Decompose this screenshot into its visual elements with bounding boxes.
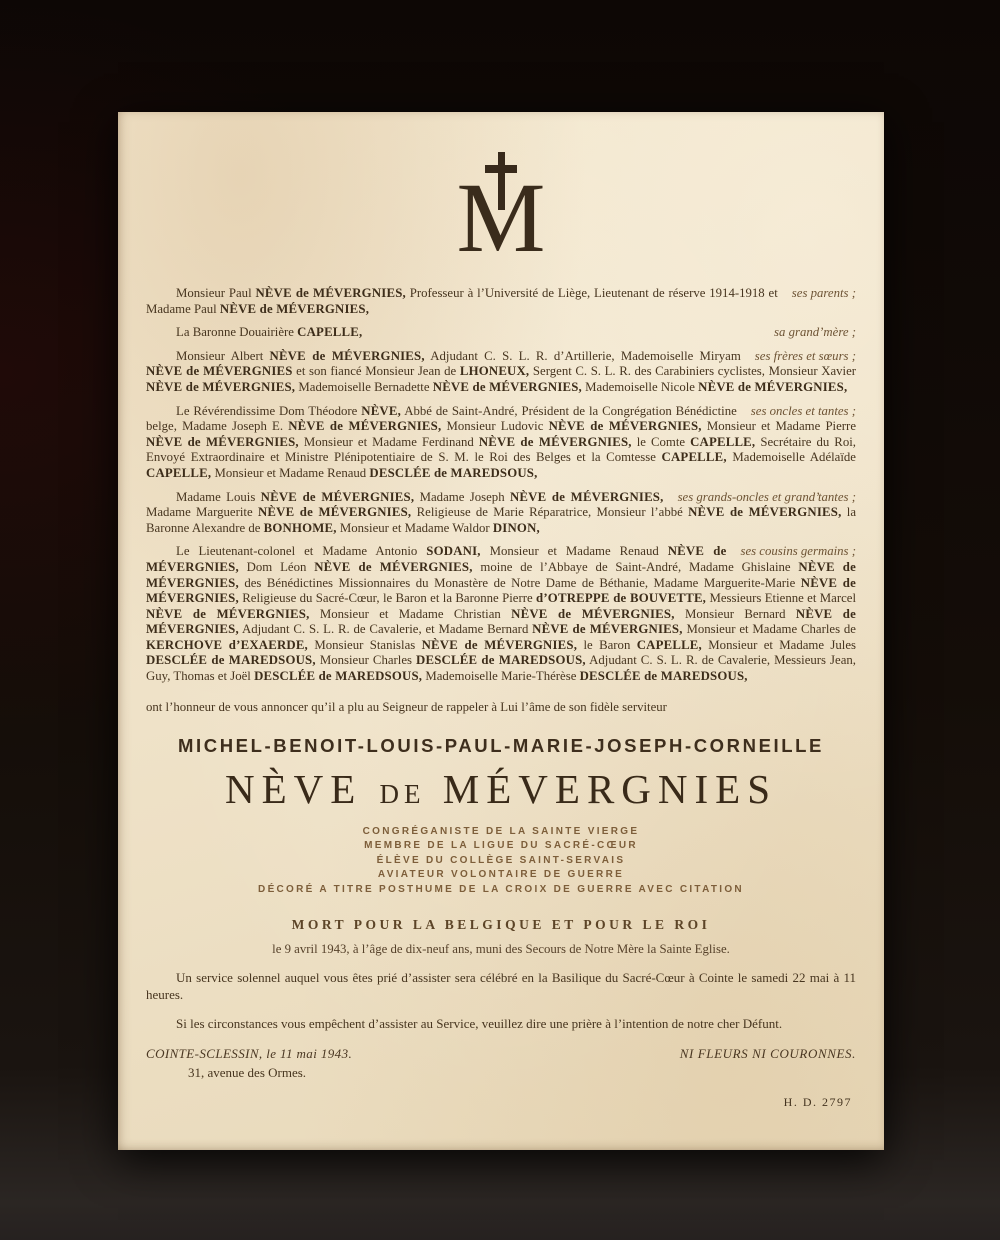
relation-label: ses grands-oncles et grand’tantes ; — [677, 489, 856, 504]
relatives-text: Le Révérendissime Dom Théodore NÈVE, Abbé de Saint-André, Président de la Congrégation Bénédictine belge, Madame Joseph E. NÈVE de MÉVERGNIES, Monsieur Ludovic NÈVE de MÉVERGNIES, Monsieur et Madame Pierre NÈVE de MÉVERGNIES, Monsieur et Madame Ferdinand NÈVE de MÉVERGNIES, le Comte CAPELLE, Secrétaire du Roi, Envoyé Extraordinaire et Ministre Plénipotentiaire de S. M. le Roi des Belges et la Comtesse CAPELLE, Mademoiselle Adélaïde CAPELLE, Monsieur et Madame Renaud DESCLÉE de MAREDSOUS, — [146, 403, 856, 480]
relation-label: ses cousins germains ; — [740, 544, 856, 559]
prayer-request: Si les circonstances vous empêchent d’assister au Service, veuillez dire une prière à l’intention de notre cher Défunt. — [176, 1016, 783, 1032]
deceased-title: DÉCORÉ A TITRE POSTHUME DE LA CROIX DE GUERRE AVEC CITATION — [258, 883, 744, 895]
deceased-title: AVIATEUR VOLONTAIRE DE GUERRE — [377, 869, 625, 881]
relatives-paragraph — [146, 349, 856, 396]
family-name-part: NÈVE — [224, 765, 363, 812]
death-motto: MORT POUR LA BELGIQUE ET POUR LE ROI — [291, 917, 711, 933]
family-name-particle: DE — [379, 778, 426, 809]
deceased-family-name — [146, 765, 856, 813]
relation-label: ses frères et sœurs ; — [754, 348, 856, 363]
relatives-text: La Baronne Douairière CAPELLE, — [176, 325, 363, 340]
relatives-paragraph — [146, 325, 856, 341]
deceased-given-names: MICHEL-BENOIT-LOUIS-PAUL-MARIE-JOSEPH-CORNEILLE — [177, 734, 825, 756]
service-announcement: Un service solennel auquel vous êtes prié d’assister sera célébré en la Basilique du Sacré-Cœur à Cointe le samedi 22 mai à 11 heures. — [146, 970, 856, 1002]
relatives-text: Monsieur Albert NÈVE de MÉVERGNIES, Adjudant C. S. L. R. d’Artillerie, Mademoiselle Miryam NÈVE de MÉVERGNIES et son fiancé Monsieur Jean de LHONEUX, Sergent C. S. L. R. des Carabiniers cyclistes, Monsieur Xavier NÈVE de MÉVERGNIES, Mademoiselle Bernadette NÈVE de MÉVERGNIES, Mademoiselle Nicole NÈVE de MÉVERGNIES, — [146, 348, 857, 394]
mourning-announcement-card — [118, 112, 884, 1150]
deceased-title: ÉLÈVE DU COLLÈGE SAINT-SERVAIS — [376, 854, 626, 866]
relation-label: sa grand’mère ; — [774, 325, 856, 340]
monogram-letter: M — [456, 162, 546, 273]
printer-reference: H. D. 2797 — [783, 1094, 852, 1109]
address-line: 31, avenue des Ormes. — [188, 1064, 307, 1080]
relatives-text: Le Lieutenant-colonel et Madame Antonio SODANI, Monsieur et Madame Renaud NÈVE de MÉVERGNIES, Dom Léon NÈVE de MÉVERGNIES, moine de l’Abbaye de Saint-André, Madame Ghislaine NÈVE de MÉVERGNIES, des Bénédictines Missionnaires du Monastère de Notre Dame de Béthanie, Madame Marguerite-Marie NÈVE de MÉVERGNIES, Religieuse du Sacré-Cœur, le Baron et la Baronne Pierre d’OTREPPE de BOUVETTE, Messieurs Etienne et Marcel NÈVE de MÉVERGNIES, Monsieur et Madame Christian NÈVE de MÉVERGNIES, Monsieur Bernard NÈVE de MÉVERGNIES, Adjudant C. S. L. R. de Cavalerie, et Madame Bernard NÈVE de MÉVERGNIES, Monsieur et Madame Charles de KERCHOVE d’EXAERDE, Monsieur Stanislas NÈVE de MÉVERGNIES, le Baron CAPELLE, Monsieur et Madame Jules DESCLÉE de MAREDSOUS, Monsieur Charles DESCLÉE de MAREDSOUS, Adjudant C. S. L. R. de Cavalerie, Messieurs Jean, Guy, Thomas et Joël DESCLÉE de MAREDSOUS, Mademoiselle Marie-Thérèse DESCLÉE de MAREDSOUS, — [146, 544, 857, 684]
place-date-line: COINTE-SCLESSIN, le 11 mai 1943. — [146, 1045, 353, 1061]
no-flowers-notice: NI FLEURS NI COURONNES. — [679, 1045, 856, 1061]
relatives-paragraph — [146, 404, 856, 482]
relatives-paragraph — [146, 286, 856, 317]
relatives-text: Monsieur Paul NÈVE de MÉVERGNIES, Professeur à l’Université de Liège, Lieutenant de réserve 1914-1918 et Madame Paul NÈVE de MÉVERGNIES, — [146, 286, 778, 316]
deceased-title: MEMBRE DE LA LIGUE DU SACRÉ-CŒUR — [364, 840, 638, 852]
family-name-part: MÉVERGNIES — [442, 765, 778, 812]
relation-label: ses parents ; — [791, 286, 856, 300]
deceased-title: CONGRÉGANISTE DE LA SAINTE VIERGE — [362, 825, 640, 837]
footer-row — [146, 1046, 856, 1062]
monogram — [146, 148, 856, 278]
announcement-intro-line: ont l’honneur de vous annoncer qu’il a plu au Seigneur de rappeler à Lui l’âme de son fidèle serviteur — [146, 699, 667, 714]
relation-label: ses oncles et tantes ; — [750, 403, 856, 418]
death-date-line: le 9 avril 1943, à l’âge de dix-neuf ans, muni des Secours de Notre Mère la Sainte Eglise. — [272, 942, 730, 957]
relatives-paragraph — [146, 490, 856, 537]
relatives-paragraph — [146, 544, 856, 684]
deceased-titles-list — [146, 825, 856, 898]
relatives-text: Madame Louis NÈVE de MÉVERGNIES, Madame Joseph NÈVE de MÉVERGNIES, Madame Marguerite NÈVE de MÉVERGNIES, Religieuse de Marie Réparatrice, Monsieur l’abbé NÈVE de MÉVERGNIES, la Baronne Alexandre de BONHOME, Monsieur et Madame Waldor DINON, — [146, 489, 856, 535]
